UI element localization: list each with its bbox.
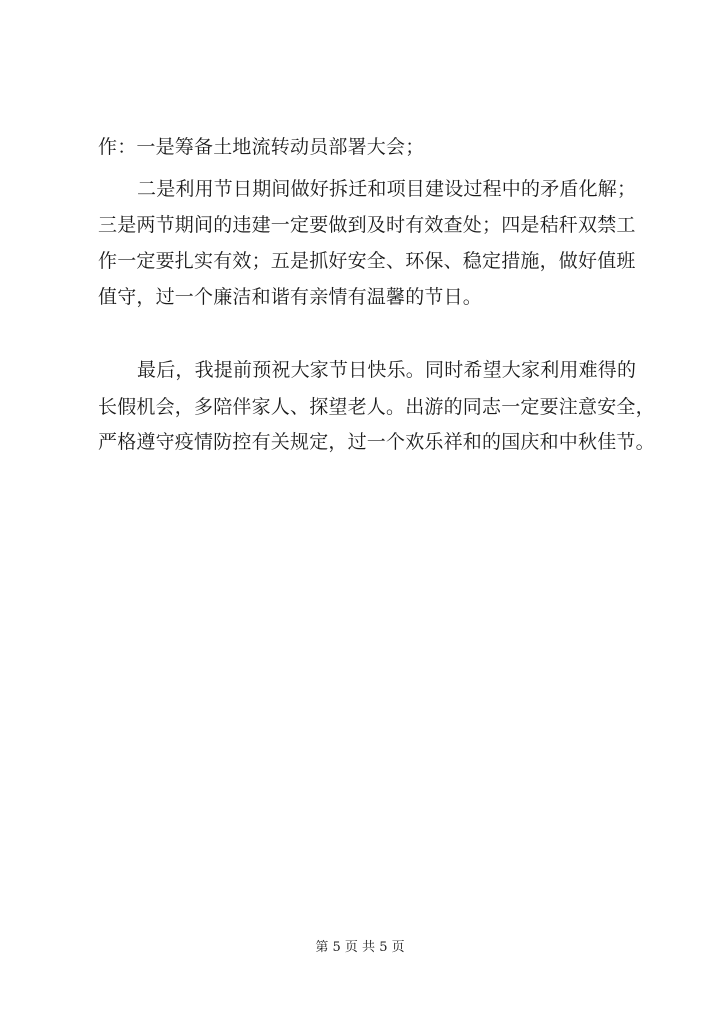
body-line-1: 作：一是筹备土地流转动员部署大会； [98,136,425,158]
page-number: 第 5 页 共 5 页 [315,940,405,955]
body-line-5: 值守，过一个廉洁和谐有亲情有温馨的节日。 [98,286,483,308]
body-line-4: 作一定要扎实有效；五是抓好安全、环保、稳定措施，做好值班 [98,250,636,272]
body-line-6: 最后，我提前预祝大家节日快乐。同时希望大家利用难得的 [137,359,637,381]
body-line-2: 二是利用节日期间做好拆迁和项目建设过程中的矛盾化解； [137,178,637,200]
body-line-8: 严格遵守疫情防控有关规定，过一个欢乐祥和的国庆和中秋佳节。 [98,431,655,453]
body-line-3: 三是两节期间的违建一定要做到及时有效查处；四是秸秆双禁工 [98,214,636,236]
page-footer [0,940,720,956]
body-line-7: 长假机会，多陪伴家人、探望老人。出游的同志一定要注意安全， [98,396,655,418]
